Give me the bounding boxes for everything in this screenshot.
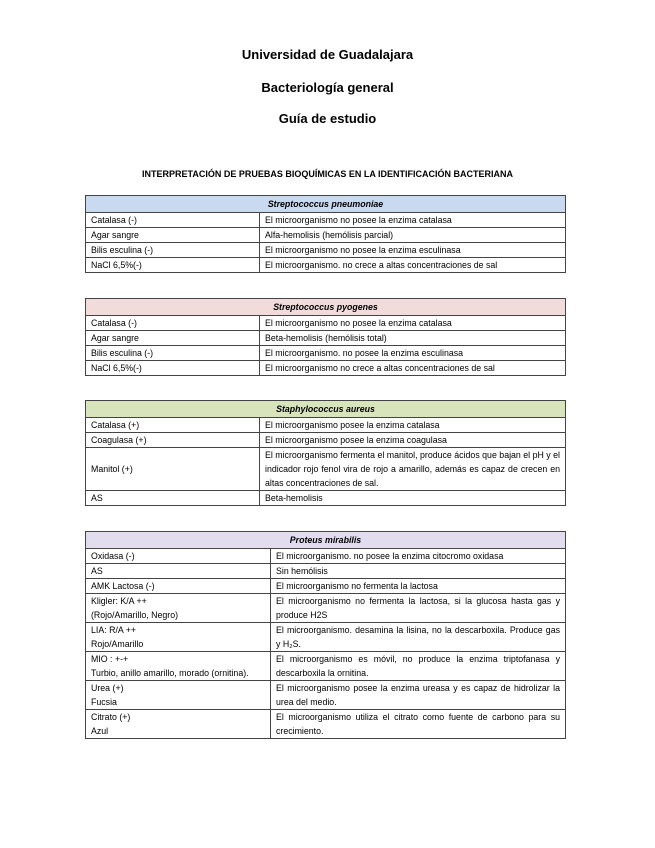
result-cell: El microorganismo. no posee la enzima citocromo oxidasa — [271, 549, 566, 564]
table-row — [86, 710, 566, 739]
test-cell — [86, 623, 271, 652]
test-cell — [86, 652, 271, 681]
table-streptococcus-pneumoniae — [85, 195, 566, 273]
test-cell: Coagulasa (+) — [86, 433, 260, 448]
table-row — [86, 491, 566, 506]
result-cell: El microorganismo fermenta el manitol, produce ácidos que bajan el pH y el indicador rojo fenol vira de rojo a amarillo, además es capaz de crecen en altas concentraciones de sal. — [260, 448, 566, 491]
table-row — [86, 418, 566, 433]
table-row — [86, 433, 566, 448]
table-row — [86, 448, 566, 491]
test-detail: (Rojo/Amarillo, Negro) — [91, 610, 179, 620]
result-cell: El microorganismo no posee la enzima catalasa — [260, 213, 566, 228]
table-row — [86, 681, 566, 710]
test-cell: NaCl 6,5%(-) — [86, 258, 260, 273]
result-cell: Alfa-hemolisis (hemólisis parcial) — [260, 228, 566, 243]
test-name: AS — [91, 566, 103, 576]
table-row — [86, 228, 566, 243]
test-cell: Agar sangre — [86, 331, 260, 346]
test-name: Kligler: K/A ++ — [91, 596, 147, 606]
test-cell — [86, 579, 271, 594]
result-cell: El microorganismo posee la enzima coagulasa — [260, 433, 566, 448]
result-cell: El microorganismo posee la enzima ureasa y es capaz de hidrolizar la urea del medio. — [271, 681, 566, 710]
table-row — [86, 331, 566, 346]
table-row — [86, 652, 566, 681]
table-row — [86, 243, 566, 258]
table-row — [86, 213, 566, 228]
test-name: Citrato (+) — [91, 712, 131, 722]
test-cell: NaCl 6,5%(-) — [86, 361, 260, 376]
test-name: LIA: R/A ++ — [91, 625, 136, 635]
result-cell: El microorganismo. no crece a altas concentraciones de sal — [260, 258, 566, 273]
organism-header: Staphylococcus aureus — [86, 401, 566, 418]
university-title: Universidad de Guadalajara — [241, 47, 414, 62]
test-cell: Catalasa (+) — [86, 418, 260, 433]
result-cell: El microorganismo. desamina la lisina, no la descarboxila. Produce gas y H₂S. — [271, 623, 566, 652]
test-detail: Turbio, anillo amarillo, morado (ornitina). — [91, 668, 249, 678]
test-name: MIO : +-+ — [91, 654, 129, 664]
table-row — [86, 594, 566, 623]
table-row — [86, 579, 566, 594]
test-name: Oxidasa (-) — [91, 551, 135, 561]
table-row — [86, 361, 566, 376]
test-detail: Azul — [91, 726, 109, 736]
table-streptococcus-pyogenes — [85, 298, 566, 376]
result-cell: El microorganismo utiliza el citrato como fuente de carbono para su crecimiento. — [271, 710, 566, 739]
result-cell: Beta-hemolisis — [260, 491, 566, 506]
table-staphylococcus-aureus — [85, 400, 566, 506]
test-cell — [86, 710, 271, 739]
organism-header: Streptococcus pyogenes — [86, 299, 566, 316]
test-detail: Rojo/Amarillo — [91, 639, 144, 649]
test-name: Urea (+) — [91, 683, 124, 693]
table-row — [86, 549, 566, 564]
course-title: Bacteriología general — [261, 80, 394, 95]
table-row — [86, 623, 566, 652]
table-row — [86, 564, 566, 579]
table-proteus-mirabilis — [85, 531, 566, 739]
test-cell: Bilis esculina (-) — [86, 346, 260, 361]
result-cell: El microorganismo no fermenta la lactosa — [271, 579, 566, 594]
test-cell: Catalasa (-) — [86, 213, 260, 228]
test-cell: Manitol (+) — [86, 448, 260, 491]
result-cell: Beta-hemolisis (hemólisis total) — [260, 331, 566, 346]
result-cell: El microorganismo posee la enzima catalasa — [260, 418, 566, 433]
result-cell: El microorganismo no crece a altas concentraciones de sal — [260, 361, 566, 376]
result-cell: El microorganismo es móvil, no produce la enzima triptofanasa y descarboxila la ornitina. — [271, 652, 566, 681]
test-cell: Agar sangre — [86, 228, 260, 243]
result-cell: El microorganismo no posee la enzima catalasa — [260, 316, 566, 331]
test-cell: Catalasa (-) — [86, 316, 260, 331]
result-cell: El microorganismo no fermenta la lactosa, si la glucosa hasta gas y produce H2S — [271, 594, 566, 623]
test-cell — [86, 681, 271, 710]
organism-header: Streptococcus pneumoniae — [86, 196, 566, 213]
table-row — [86, 258, 566, 273]
test-cell: Bilis esculina (-) — [86, 243, 260, 258]
table-row — [86, 316, 566, 331]
test-cell — [86, 549, 271, 564]
test-name: AMK Lactosa (-) — [91, 581, 155, 591]
result-cell: Sin hemólisis — [271, 564, 566, 579]
result-cell: El microorganismo. no posee la enzima esculinasa — [260, 346, 566, 361]
test-cell: AS — [86, 491, 260, 506]
document-type: Guía de estudio — [278, 111, 377, 126]
section-title: INTERPRETACIÓN DE PRUEBAS BIOQUÍMICAS EN LA IDENTIFICACIÓN BACTERIANA — [141, 169, 513, 179]
table-row — [86, 346, 566, 361]
test-cell — [86, 594, 271, 623]
result-cell: El microorganismo no posee la enzima esculinasa — [260, 243, 566, 258]
organism-header: Proteus mirabilis — [86, 532, 566, 549]
test-cell — [86, 564, 271, 579]
test-detail: Fucsia — [91, 697, 117, 707]
